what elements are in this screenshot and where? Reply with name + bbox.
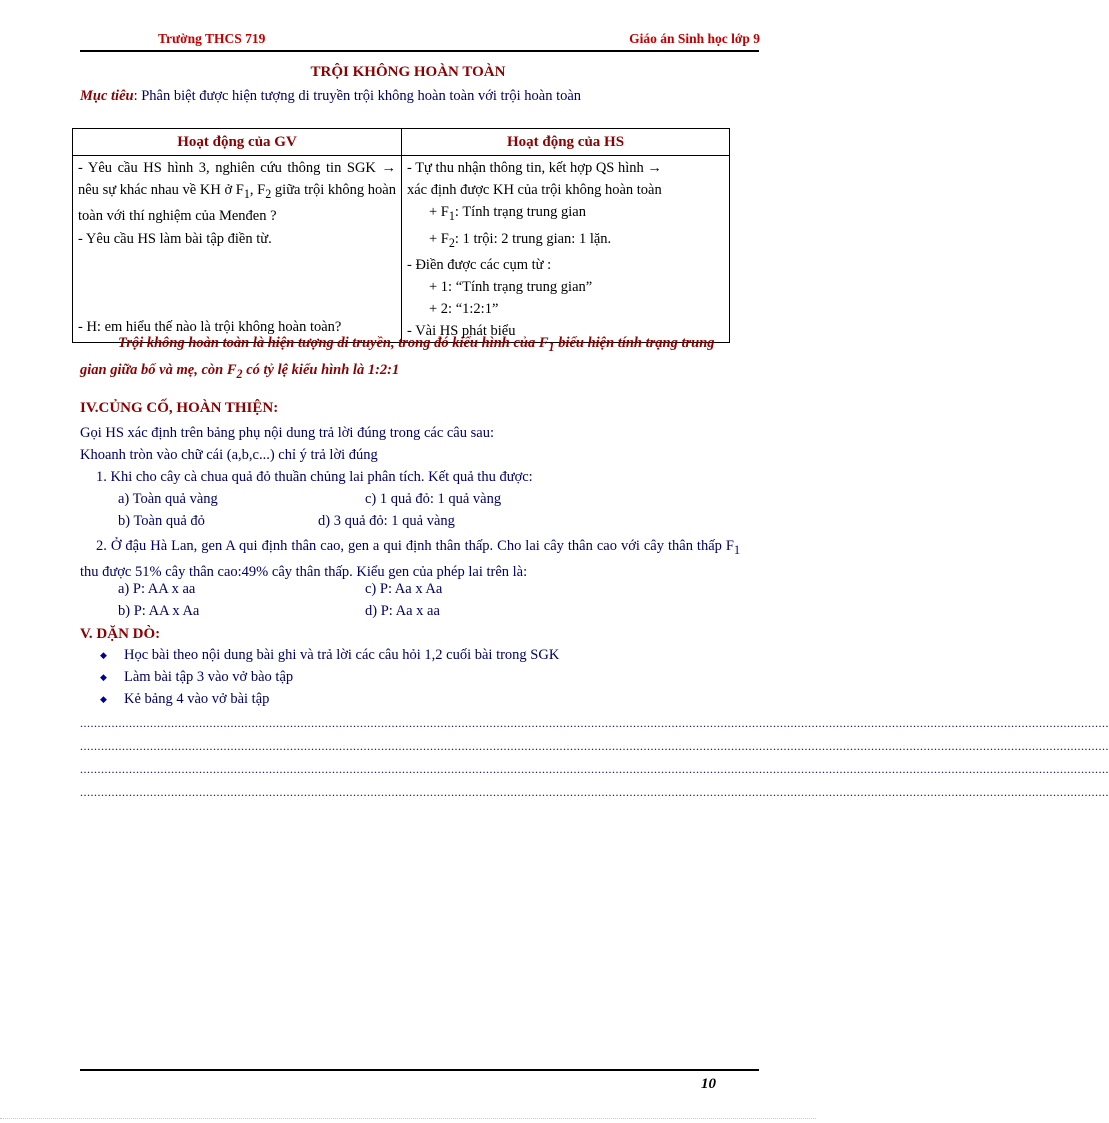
footer-rule	[80, 1069, 759, 1071]
objective	[80, 88, 581, 105]
question-2: 2. Ở đậu Hà Lan, gen A qui định thân cao, gen a qui định thân thấp. Cho lai cây thân cao với cây thân thấp $F_1$ thu được 51% cây thân cao:49% cây thân thấp. Kiểu gen của phép lai trên là:	[80, 538, 740, 581]
header-rule	[80, 50, 759, 52]
diamond-bullet-icon: ◆	[100, 694, 107, 705]
blank-line: ......................................................................................................................................................................................................................................................................................................	[80, 762, 1109, 776]
gv-paragraph-1: - Yêu cầu HS hình 3, nghiên cứu thông tin SGK → nêu sự khác nhau về KH ở $F_1$, $F_2$ giữa trội không hoàn toàn với thí nghiệm của Menđen ?	[78, 160, 396, 225]
objective-label: Mục tiêu	[80, 88, 134, 104]
blank-line: ......................................................................................................................................................................................................................................................................................................	[80, 739, 1109, 753]
hs-line-5: + 1: “Tính trạng trung gian”	[429, 278, 593, 295]
section-4-intro-1: Gọi HS xác định trên bảng phụ nội dung trả lời đúng trong các câu sau:	[80, 425, 494, 441]
conclusion: Trội không hoàn toàn là hiện tượng di truyền, trong đó kiểu hình của $F_1$ biểu hiện tính trạng trung gian giữa bố và mẹ, còn $F_2$ có tỷ lệ kiểu hình là 1:2:1	[80, 335, 715, 381]
hs-line-6: + 2: “1:2:1”	[429, 301, 499, 317]
gv-paragraph-3: - H: em hiểu thế nào là trội không hoàn toàn?	[78, 318, 342, 335]
diamond-bullet-icon: ◆	[100, 650, 107, 661]
hs-line-3: + $F_2$: 1 trội: 2 trung gian: 1 lặn.	[429, 230, 612, 250]
arrow-icon: →	[381, 160, 396, 176]
q2-option-d: d) P: Aa x aa	[365, 603, 440, 619]
page-edge-divider	[0, 1118, 816, 1119]
homework-item: ◆ Kẻ bảng 4 vào vở bài tập	[100, 691, 270, 707]
section-4-heading: IV.CỦNG CỐ, HOÀN THIỆN:	[80, 400, 279, 416]
q1-option-d: d) 3 quả đỏ: 1 quả vàng	[318, 513, 455, 529]
q2-option-c: c) P: Aa x Aa	[365, 581, 443, 597]
section-4-intro-2: Khoanh tròn vào chữ cái (a,b,c...) chỉ ý trả lời đúng	[80, 447, 378, 463]
blank-line: ......................................................................................................................................................................................................................................................................................................	[80, 785, 1109, 799]
section-5-heading: V. DẶN DÒ:	[80, 626, 161, 642]
q2-option-b: b) P: AA x Aa	[118, 603, 200, 619]
blank-line: ......................................................................................................................................................................................................................................................................................................	[80, 716, 1109, 730]
hs-line-4: - Điền được các cụm từ :	[407, 256, 552, 273]
activity-table	[72, 128, 730, 343]
lesson-title: TRỘI KHÔNG HOÀN TOÀN	[310, 64, 506, 80]
diamond-bullet-icon: ◆	[100, 672, 107, 683]
hs-line-2: + $F_1$: Tính trạng trung gian	[429, 204, 586, 224]
q1-option-c: c) 1 quả đỏ: 1 quả vàng	[365, 491, 502, 507]
objective-text: : Phân biệt được hiện tượng di truyền trội không hoàn toàn với trội hoàn toàn	[133, 88, 582, 104]
homework-item: ◆ Học bài theo nội dung bài ghi và trả lời các câu hỏi 1,2 cuối bài trong SGK	[100, 647, 560, 663]
hs-line-1: - Tự thu nhận thông tin, kết hợp QS hình →	[407, 160, 662, 176]
hs-line-7: - Vài HS phát biểu	[407, 323, 516, 340]
header-subject: Giáo án Sinh học lớp 9	[629, 31, 760, 46]
page-number: 10	[701, 1076, 716, 1092]
homework-item: ◆ Làm bài tập 3 vào vở bào tập	[100, 669, 294, 685]
question-1: 1. Khi cho cây cà chua quả đỏ thuần chủng lai phân tích. Kết quả thu được:	[96, 469, 533, 485]
hs-activities	[402, 156, 730, 343]
arrow-icon: →	[647, 160, 662, 176]
column-header-gv: Hoạt động của GV	[73, 129, 402, 156]
column-header-hs: Hoạt động của HS	[402, 129, 730, 156]
header-school: Trường THCS 719	[158, 31, 266, 46]
gv-activities	[73, 156, 402, 343]
hs-line-1b: xác định được KH của trội không hoàn toàn	[407, 182, 662, 199]
q2-option-a: a) P: AA x aa	[118, 581, 196, 597]
q1-option-b: b) Toàn quả đỏ	[118, 513, 205, 529]
gv-paragraph-2: - Yêu cầu HS làm bài tập điền từ.	[78, 230, 272, 247]
q1-option-a: a) Toàn quả vàng	[118, 491, 218, 507]
